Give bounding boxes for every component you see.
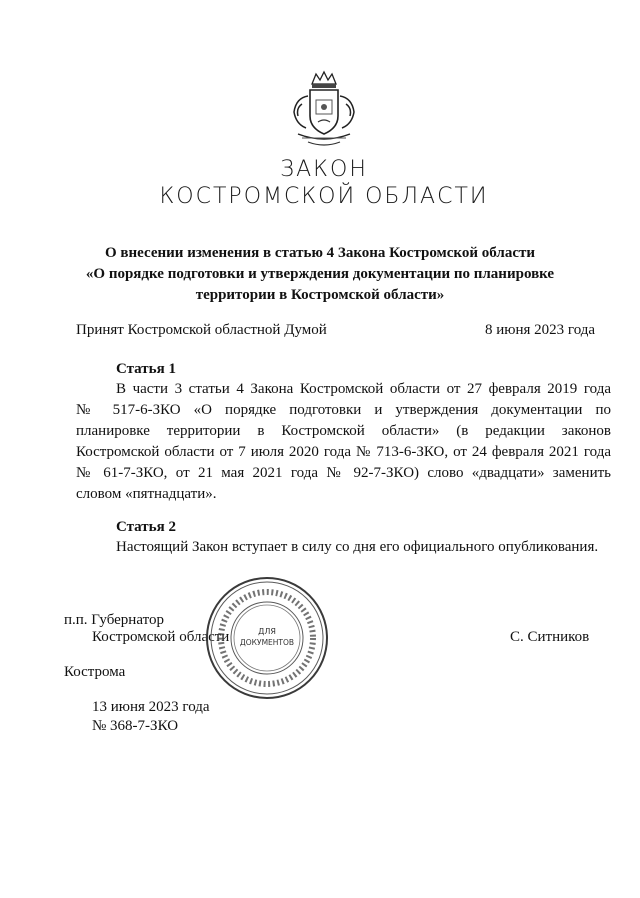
article1-line: планировке территории в Костромской области» (в редакции законов (76, 423, 611, 439)
article1-line: словом «пятнадцати». (76, 486, 217, 502)
article1-line: Костромской области от 7 июля 2020 года № 713-6-ЗКО, от 24 февраля 2021 года (76, 444, 611, 460)
signatory-name: С. Ситников (510, 629, 590, 645)
city: Кострома (64, 664, 126, 680)
article1-line: № 61-7-ЗКО, от 21 мая 2021 года № 92-7-ЗКО) слово «двадцати» заменить (76, 465, 611, 481)
law-heading-line2: «О порядке подготовки и утверждения документации по планировке (85, 266, 555, 282)
kostroma-coat-of-arms-icon (288, 70, 360, 150)
stamp-center-line2: ДОКУМЕНТОВ (239, 638, 295, 647)
stamp-center-line1: ДЛЯ (258, 627, 276, 636)
article1-line: № 517-6-ЗКО «О порядке подготовки и утверждения документации по (76, 402, 611, 418)
official-stamp (203, 574, 331, 702)
article2-title: Статья 2 (116, 519, 176, 535)
signing-date: 13 июня 2023 года (92, 699, 210, 715)
adoption-date: 8 июня 2023 года (485, 322, 596, 338)
adopted-by: Принят Костромской областной Думой (76, 322, 327, 338)
article1-line: В части 3 статьи 4 Закона Костромской области от 27 февраля 2019 года (116, 381, 611, 397)
law-heading-line1: О внесении изменения в статью 4 Закона Костромской области (105, 245, 535, 261)
article1-title: Статья 1 (116, 361, 176, 377)
signatory-role-line2: Костромской области (92, 629, 230, 645)
law-title-line1: ЗАКОН (280, 157, 368, 182)
signatory-role-line1: п.п. Губернатор (64, 612, 164, 628)
law-heading-line3: территории в Костромской области» (195, 287, 445, 303)
law-number: № 368-7-ЗКО (92, 718, 179, 734)
article2-text: Настоящий Закон вступает в силу со дня его официального опубликования. (116, 539, 599, 555)
law-title-line2: КОСТРОМСКОЙ ОБЛАСТИ (159, 184, 489, 209)
